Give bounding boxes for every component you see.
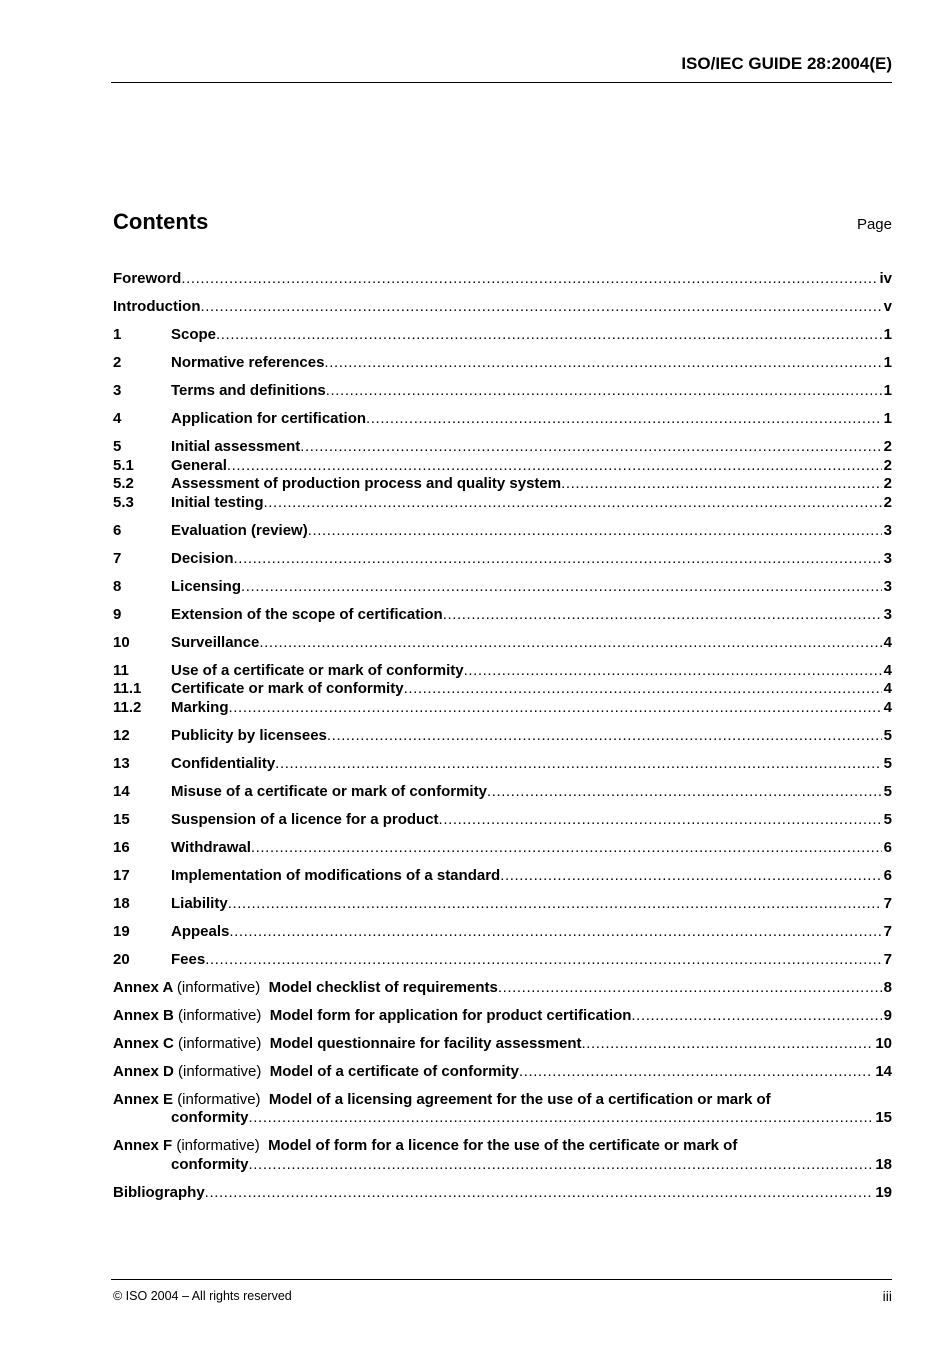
toc-entry-number: 11.2 bbox=[113, 698, 142, 716]
toc-entry-number: 18 bbox=[113, 894, 130, 912]
toc-entry-title: Evaluation (review) bbox=[171, 521, 308, 539]
leader-dots bbox=[561, 475, 882, 494]
toc-entry-page: 3 bbox=[883, 605, 892, 623]
toc-entry-annex-f-continuation[interactable] bbox=[113, 1156, 892, 1175]
leader-dots bbox=[631, 1007, 881, 1026]
annex-type: (informative) bbox=[178, 1034, 262, 1052]
page-column-label: Page bbox=[856, 216, 892, 233]
toc-entry-page: 4 bbox=[883, 680, 892, 697]
toc-entry-page: 7 bbox=[883, 922, 892, 940]
toc-entry-title: Terms and definitions bbox=[171, 382, 326, 399]
toc-entry-7[interactable] bbox=[113, 550, 892, 569]
toc-entry-page: 3 bbox=[883, 521, 892, 539]
toc-entry-title: Decision bbox=[171, 549, 234, 567]
toc-entry-title: Scope bbox=[171, 326, 217, 343]
leader-dots bbox=[264, 494, 882, 513]
toc-entry-annex-f[interactable] bbox=[113, 1137, 892, 1156]
toc-entry-number: 2 bbox=[113, 354, 122, 371]
toc-entry-page: 3 bbox=[883, 577, 892, 595]
toc-entry-title: Use of a certificate or mark of conformity bbox=[171, 661, 464, 679]
toc-entry-15[interactable] bbox=[113, 811, 892, 830]
toc-entry-number: 5 bbox=[113, 438, 122, 455]
toc-entry-16[interactable] bbox=[113, 839, 892, 858]
leader-dots bbox=[249, 1109, 874, 1128]
toc-entry-number: 1 bbox=[113, 326, 122, 343]
toc-entry-page: 5 bbox=[883, 754, 892, 772]
leader-dots bbox=[464, 662, 882, 681]
toc-entry-number: 17 bbox=[113, 866, 130, 884]
toc-entry-5-2[interactable] bbox=[113, 475, 892, 494]
leader-dots bbox=[275, 755, 881, 774]
leader-dots bbox=[229, 923, 881, 942]
annex-type: (informative) bbox=[177, 1090, 261, 1108]
toc-entry-page: 18 bbox=[875, 1155, 892, 1173]
toc-entry-number: 11 bbox=[113, 661, 129, 679]
toc-entry-page: 6 bbox=[883, 838, 892, 856]
toc-entry-page: 2 bbox=[883, 456, 892, 474]
toc-entry-title: Assessment of production process and quality system bbox=[171, 475, 562, 492]
toc-entry-title bbox=[113, 1007, 631, 1026]
table-of-contents bbox=[113, 270, 892, 1202]
toc-entry-number: 20 bbox=[113, 950, 130, 968]
toc-entry-page: 4 bbox=[883, 633, 892, 651]
toc-entry-title: Licensing bbox=[171, 577, 242, 595]
toc-entry-title: Appeals bbox=[171, 922, 230, 940]
toc-entry-title: Fees bbox=[171, 950, 206, 968]
leader-dots bbox=[216, 326, 882, 345]
annex-label: Annex D bbox=[113, 1062, 174, 1080]
toc-entry-2[interactable] bbox=[113, 354, 892, 373]
toc-entry-5-3[interactable] bbox=[113, 494, 892, 513]
leader-dots bbox=[300, 438, 881, 457]
leader-dots bbox=[443, 606, 882, 625]
toc-entry-page: 3 bbox=[883, 549, 892, 567]
toc-entry-page: 1 bbox=[883, 354, 892, 371]
toc-entry-introduction[interactable] bbox=[113, 298, 892, 317]
leader-dots bbox=[308, 522, 882, 541]
toc-entry-page: 19 bbox=[875, 1183, 892, 1201]
leader-dots bbox=[327, 727, 882, 746]
toc-entry-number: 9 bbox=[113, 605, 122, 623]
annex-label: Annex F bbox=[113, 1137, 173, 1154]
toc-entry-title: Publicity by licensees bbox=[171, 726, 327, 744]
toc-entry-8[interactable] bbox=[113, 578, 892, 597]
toc-entry-number: 4 bbox=[113, 410, 122, 427]
document-reference: ISO/IEC GUIDE 28:2004(E) bbox=[681, 54, 892, 73]
toc-entry-11[interactable] bbox=[113, 662, 892, 681]
leader-dots bbox=[249, 1156, 874, 1175]
toc-entry-title: Introduction bbox=[113, 298, 201, 315]
annex-title: Model of form for a licence for the use of the certificate or mark of bbox=[268, 1137, 738, 1154]
leader-dots bbox=[181, 270, 877, 289]
toc-entry-page: 4 bbox=[883, 698, 892, 716]
toc-entry-page: 2 bbox=[883, 438, 892, 455]
toc-entry-title: Liability bbox=[171, 894, 228, 912]
annex-title: Model of a licensing agreement for the use of a certification or mark of bbox=[268, 1090, 771, 1108]
toc-entry-page: 10 bbox=[875, 1034, 892, 1052]
leader-dots bbox=[241, 578, 882, 597]
toc-entry-title: Surveillance bbox=[171, 633, 260, 651]
toc-entry-number: 11.1 bbox=[113, 680, 142, 697]
copyright-notice: © ISO 2004 – All rights reserved bbox=[113, 1289, 292, 1303]
toc-entry-title bbox=[113, 1035, 581, 1054]
annex-label: Annex E bbox=[113, 1090, 174, 1108]
toc-entry-page: 6 bbox=[883, 866, 892, 884]
toc-entry-title: conformity bbox=[171, 1155, 249, 1173]
toc-entry-page: 14 bbox=[875, 1062, 892, 1080]
toc-entry-title: Withdrawal bbox=[171, 838, 251, 856]
toc-entry-number: 10 bbox=[113, 633, 130, 651]
toc-entry-title: Confidentiality bbox=[171, 754, 276, 772]
toc-entry-5[interactable] bbox=[113, 438, 892, 457]
toc-entry-14[interactable] bbox=[113, 783, 892, 802]
leader-dots bbox=[500, 867, 881, 886]
leader-dots bbox=[581, 1035, 873, 1054]
page-number: iii bbox=[882, 1288, 892, 1304]
toc-entry-annex-a[interactable] bbox=[113, 979, 892, 998]
toc-entry-number: 14 bbox=[113, 782, 130, 800]
annex-label: Annex A bbox=[113, 978, 173, 996]
toc-entry-12[interactable] bbox=[113, 727, 892, 746]
toc-entry-title bbox=[113, 979, 498, 998]
toc-entry-annex-b[interactable] bbox=[113, 1007, 892, 1026]
toc-entry-title: Certificate or mark of conformity bbox=[171, 680, 404, 697]
toc-entry-9[interactable] bbox=[113, 606, 892, 625]
annex-title: Model checklist of requirements bbox=[268, 978, 498, 996]
toc-entry-title bbox=[113, 1063, 519, 1082]
annex-type: (informative) bbox=[178, 1006, 262, 1024]
leader-dots bbox=[404, 680, 882, 699]
leader-dots bbox=[439, 811, 882, 830]
toc-entry-title: Implementation of modifications of a standard bbox=[171, 866, 501, 884]
toc-entry-annex-e[interactable] bbox=[113, 1091, 892, 1110]
leader-dots bbox=[366, 410, 882, 429]
toc-entry-annex-e-continuation[interactable] bbox=[113, 1109, 892, 1128]
leader-dots bbox=[251, 839, 882, 858]
toc-entry-page: 1 bbox=[883, 410, 892, 427]
toc-entry-title: Extension of the scope of certification bbox=[171, 605, 443, 623]
toc-entry-annex-c[interactable] bbox=[113, 1035, 892, 1054]
toc-entry-title: Initial assessment bbox=[171, 438, 301, 455]
toc-entry-5-1[interactable] bbox=[113, 457, 892, 476]
annex-label: Annex C bbox=[113, 1034, 174, 1052]
leader-dots bbox=[227, 457, 882, 476]
toc-entry-number: 6 bbox=[113, 521, 122, 539]
toc-entry-number: 5.2 bbox=[113, 475, 134, 492]
toc-entry-10[interactable] bbox=[113, 634, 892, 653]
toc-entry-page: 8 bbox=[883, 978, 892, 996]
toc-entry-page: iv bbox=[879, 270, 892, 287]
toc-entry-title: Suspension of a licence for a product bbox=[171, 810, 439, 828]
toc-entry-11-2[interactable] bbox=[113, 699, 892, 718]
toc-entry-page: 2 bbox=[883, 475, 892, 492]
toc-entry-number: 13 bbox=[113, 754, 130, 772]
annex-label: Annex B bbox=[113, 1006, 174, 1024]
leader-dots bbox=[228, 895, 882, 914]
toc-entry-page: 15 bbox=[875, 1109, 892, 1126]
toc-entry-6[interactable] bbox=[113, 522, 892, 541]
leader-dots bbox=[519, 1063, 873, 1082]
leader-dots bbox=[229, 699, 882, 718]
toc-entry-20[interactable] bbox=[113, 951, 892, 970]
annex-title: Model questionnaire for facility assessment bbox=[269, 1034, 582, 1052]
toc-entry-number: 15 bbox=[113, 810, 130, 828]
toc-entry-4[interactable] bbox=[113, 410, 892, 429]
toc-entry-page: 5 bbox=[883, 810, 892, 828]
toc-entry-number: 19 bbox=[113, 922, 130, 940]
annex-type: (informative) bbox=[176, 978, 261, 996]
toc-entry-title: Foreword bbox=[113, 270, 182, 287]
toc-entry-11-1[interactable] bbox=[113, 680, 892, 699]
annex-type: (informative) bbox=[176, 1137, 260, 1154]
toc-entry-page: 2 bbox=[883, 493, 892, 511]
toc-entry-number: 7 bbox=[113, 549, 122, 567]
leader-dots bbox=[200, 298, 881, 317]
toc-entry-page: 7 bbox=[883, 950, 892, 968]
toc-entry-title: Normative references bbox=[171, 354, 325, 371]
toc-entry-number: 12 bbox=[113, 726, 130, 744]
toc-entry-19[interactable] bbox=[113, 923, 892, 942]
toc-entry-page: 7 bbox=[883, 894, 892, 912]
toc-entry-1[interactable] bbox=[113, 326, 892, 345]
leader-dots bbox=[234, 550, 882, 569]
toc-entry-page: 4 bbox=[883, 661, 892, 679]
toc-entry-page: 1 bbox=[883, 326, 892, 343]
toc-entry-number: 8 bbox=[113, 577, 122, 595]
annex-type: (informative) bbox=[178, 1062, 262, 1080]
toc-entry-page: 1 bbox=[883, 382, 892, 399]
toc-entry-title: Misuse of a certificate or mark of conformity bbox=[171, 782, 487, 800]
toc-entry-bibliography[interactable] bbox=[113, 1184, 892, 1203]
toc-entry-number: 3 bbox=[113, 382, 122, 399]
toc-entry-13[interactable] bbox=[113, 755, 892, 774]
toc-entry-page: 5 bbox=[883, 726, 892, 744]
toc-entry-title: Initial testing bbox=[171, 493, 264, 511]
toc-entry-title: Marking bbox=[171, 698, 229, 716]
leader-dots bbox=[259, 634, 881, 653]
toc-entry-page: 9 bbox=[883, 1006, 892, 1024]
page-footer bbox=[111, 1279, 892, 1304]
page-header bbox=[111, 52, 892, 83]
toc-entry-3[interactable] bbox=[113, 382, 892, 401]
leader-dots bbox=[326, 382, 882, 401]
toc-entry-page: 5 bbox=[883, 782, 892, 800]
toc-entry-number: 16 bbox=[113, 838, 130, 856]
leader-dots bbox=[205, 951, 881, 970]
leader-dots bbox=[498, 979, 882, 998]
toc-entry-title: Bibliography bbox=[113, 1183, 205, 1201]
leader-dots bbox=[487, 783, 882, 802]
toc-entry-annex-d[interactable] bbox=[113, 1063, 892, 1082]
annex-title: Model of a certificate of conformity bbox=[269, 1062, 519, 1080]
toc-entry-18[interactable] bbox=[113, 895, 892, 914]
toc-entry-17[interactable] bbox=[113, 867, 892, 886]
annex-title: Model form for application for product certification bbox=[269, 1006, 632, 1024]
leader-dots bbox=[205, 1184, 874, 1203]
toc-entry-number: 5.3 bbox=[113, 493, 134, 511]
toc-entry-title: General bbox=[171, 456, 227, 474]
toc-entry-number: 5.1 bbox=[113, 456, 134, 474]
contents-heading: Contents bbox=[113, 209, 209, 234]
leader-dots bbox=[324, 354, 881, 373]
toc-entry-foreword[interactable] bbox=[113, 270, 892, 289]
toc-entry-page: v bbox=[883, 298, 892, 315]
toc-entry-title: Application for certification bbox=[171, 410, 367, 427]
toc-entry-title: conformity bbox=[171, 1109, 249, 1126]
